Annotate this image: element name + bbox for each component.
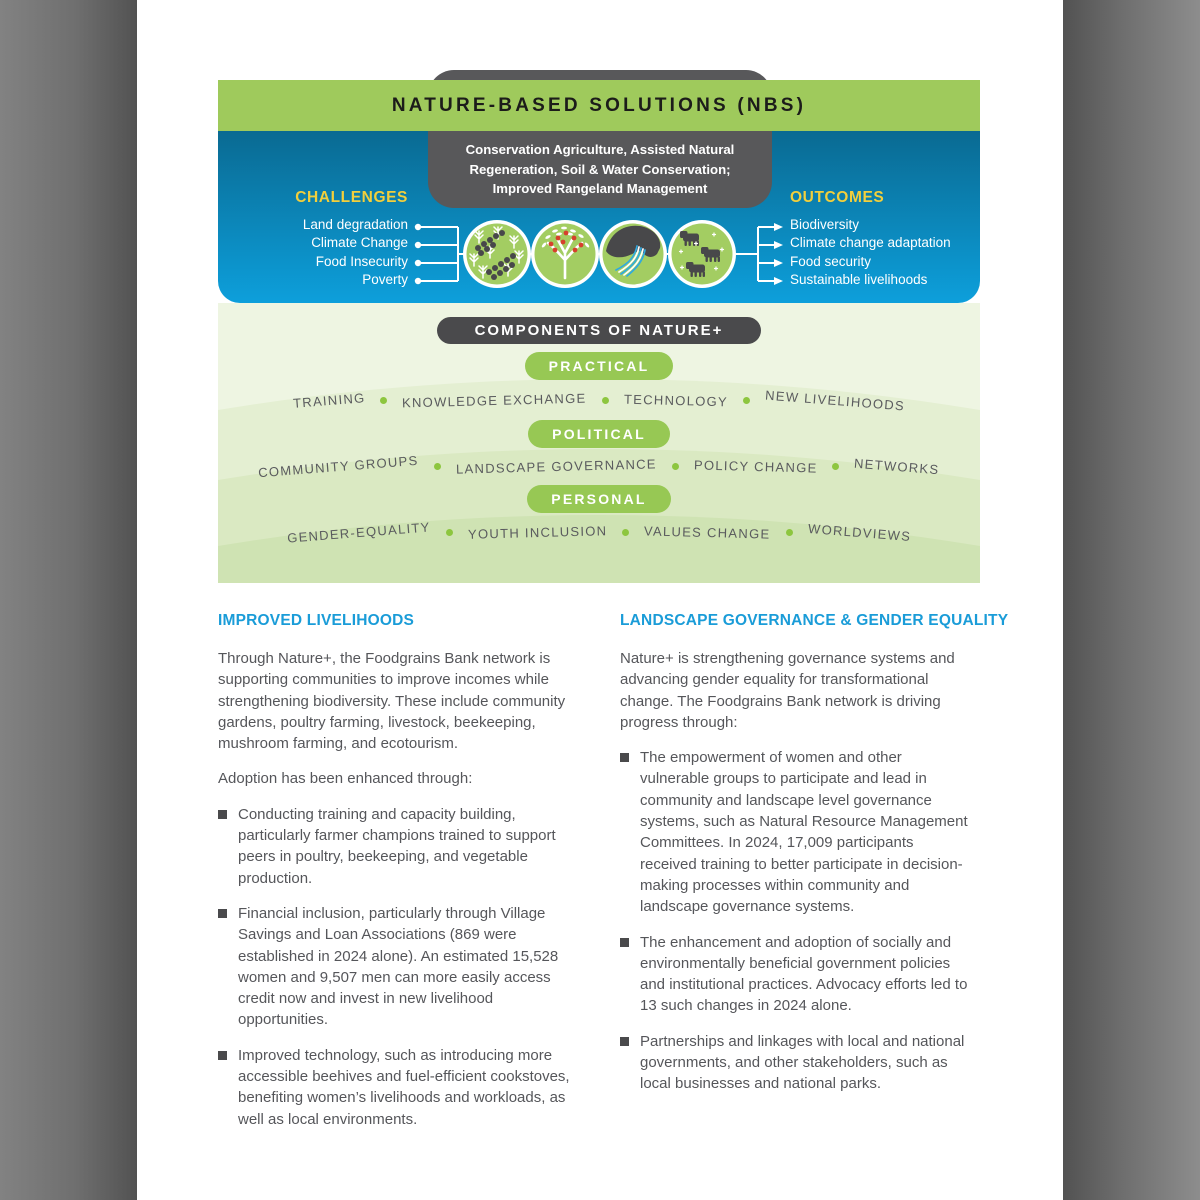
mountain-stream-icon — [598, 219, 668, 289]
outcome-item: Food security — [790, 253, 872, 269]
bullet-square-icon — [620, 1037, 629, 1046]
landscape-governance-section — [620, 612, 1009, 1109]
component-item: TRAINING — [292, 390, 366, 411]
improved-livelihoods-section — [218, 612, 584, 1144]
bullet-item — [218, 1045, 584, 1130]
outcomes-heading: OUTCOMES — [790, 189, 885, 206]
component-item: COMMUNITY GROUPS — [257, 452, 420, 481]
scan-background-left — [0, 0, 137, 1200]
bullet-text: Conducting training and capacity building, particularly farmer champions trained to support peers in poultry, beekeeping, and vegetable production. — [238, 805, 556, 887]
separator-dot-icon — [743, 397, 750, 404]
infographic-title: NATURE-BASED SOLUTIONS (NBS) — [391, 94, 807, 116]
separator-dot-icon — [380, 397, 387, 404]
scan-background-right — [1063, 0, 1200, 1200]
components-section — [218, 303, 980, 583]
component-item: VALUES CHANGE — [644, 523, 771, 542]
component-item: GENDER-EQUALITY — [286, 519, 432, 546]
component-item: POLICY CHANGE — [693, 457, 818, 476]
bullet-text: The enhancement and adoption of socially and environmentally beneficial government policies and institutional practices. Advocacy efforts led to 13 such changes in 2024 alone. — [640, 933, 968, 1015]
challenges-heading: CHALLENGES — [295, 189, 408, 206]
bullet-square-icon — [218, 909, 227, 918]
outcomes-list — [790, 216, 951, 290]
challenge-item: Food Insecurity — [315, 253, 408, 269]
political-items — [218, 452, 980, 481]
section-heading: IMPROVED LIVELIHOODS — [218, 612, 415, 629]
bullet-item — [620, 747, 974, 917]
outcome-item: Biodiversity — [790, 217, 860, 232]
personal-items — [218, 519, 980, 546]
outcome-item: Sustainable livelihoods — [790, 272, 928, 288]
separator-dot-icon — [786, 529, 793, 536]
challenge-item: Poverty — [362, 272, 408, 288]
component-item: TECHNOLOGY — [623, 391, 729, 410]
component-item: WORLDVIEWS — [807, 520, 912, 545]
fruit-tree-icon — [530, 219, 600, 289]
separator-dot-icon — [672, 463, 679, 470]
component-item: NEW LIVELIHOODS — [764, 387, 906, 414]
personal-pill: PERSONAL — [527, 485, 670, 513]
challenge-item: Land degradation — [302, 217, 408, 232]
bullet-item — [218, 804, 584, 889]
infographic-title-bar — [218, 80, 980, 131]
bullet-text: Improved technology, such as introducing more accessible beehives and fuel-efficient cookstoves, benefiting women’s livelihoods and workloads, as well as local environments. — [238, 1046, 570, 1128]
bullet-item — [218, 903, 584, 1031]
components-heading-pill: COMPONENTS OF NATURE+ — [437, 317, 762, 344]
document-page — [137, 0, 1063, 1200]
bullet-square-icon — [218, 1051, 227, 1060]
separator-dot-icon — [602, 397, 609, 404]
challenges-list — [303, 216, 408, 290]
cropland-seeds-icon — [462, 219, 532, 289]
paragraph: Nature+ is strengthening governance systems and advancing gender equality for transformational change. The Foodgrains Bank network is driving progress through: — [620, 650, 955, 731]
section-heading: LANDSCAPE GOVERNANCE & GENDER EQUALITY — [620, 612, 1009, 629]
challenge-item: Climate Change — [311, 235, 408, 251]
cattle-icon — [667, 219, 737, 289]
component-item: LANDSCAPE GOVERNANCE — [455, 456, 657, 477]
nbs-infographic — [218, 70, 980, 583]
separator-dot-icon — [434, 463, 441, 470]
paragraph: Adoption has been enhanced through: — [218, 770, 473, 788]
separator-dot-icon — [622, 529, 629, 536]
bullet-text: Financial inclusion, particularly through Village Savings and Loan Associations (869 were established in 2024 alone). An estimated 15,528 women and 9,507 men can more easily access credit now and invest in new livelihood opportunities. — [238, 904, 559, 1029]
separator-dot-icon — [446, 529, 453, 536]
practical-items — [218, 387, 980, 414]
political-pill: POLITICAL — [528, 420, 670, 448]
bullet-text: Partnerships and linkages with local and national governments, and other stakeholders, such as local businesses and national parks. — [640, 1032, 965, 1093]
practices-callout-text: Conservation Agriculture, Assisted Natural Regeneration, Soil & Water Conservation; Improved Rangeland Management — [465, 142, 735, 196]
component-item: NETWORKS — [853, 455, 941, 478]
separator-dot-icon — [832, 463, 839, 470]
bullet-square-icon — [218, 810, 227, 819]
bullet-text: The empowerment of women and other vulnerable groups to participate and lead in community and landscape level governance systems, such as Natural Resource Management Committees. In 2024, 17,009 participants received training to better participate in decision-making processes within community and landscape governance systems. — [640, 749, 968, 916]
bullet-square-icon — [620, 753, 629, 762]
bullet-item — [620, 932, 974, 1017]
component-item: KNOWLEDGE EXCHANGE — [402, 390, 588, 411]
bullet-square-icon — [620, 938, 629, 947]
bullet-item — [620, 1031, 974, 1095]
outcome-item: Climate change adaptation — [790, 235, 951, 251]
paragraph: Through Nature+, the Foodgrains Bank network is supporting communities to improve incomes while strengthening biodiversity. These include community gardens, poultry farming, livestock, beekeeping, mushroom farming, and ecotourism. — [218, 650, 566, 753]
practical-pill: PRACTICAL — [525, 352, 674, 380]
component-item: YOUTH INCLUSION — [467, 523, 608, 542]
